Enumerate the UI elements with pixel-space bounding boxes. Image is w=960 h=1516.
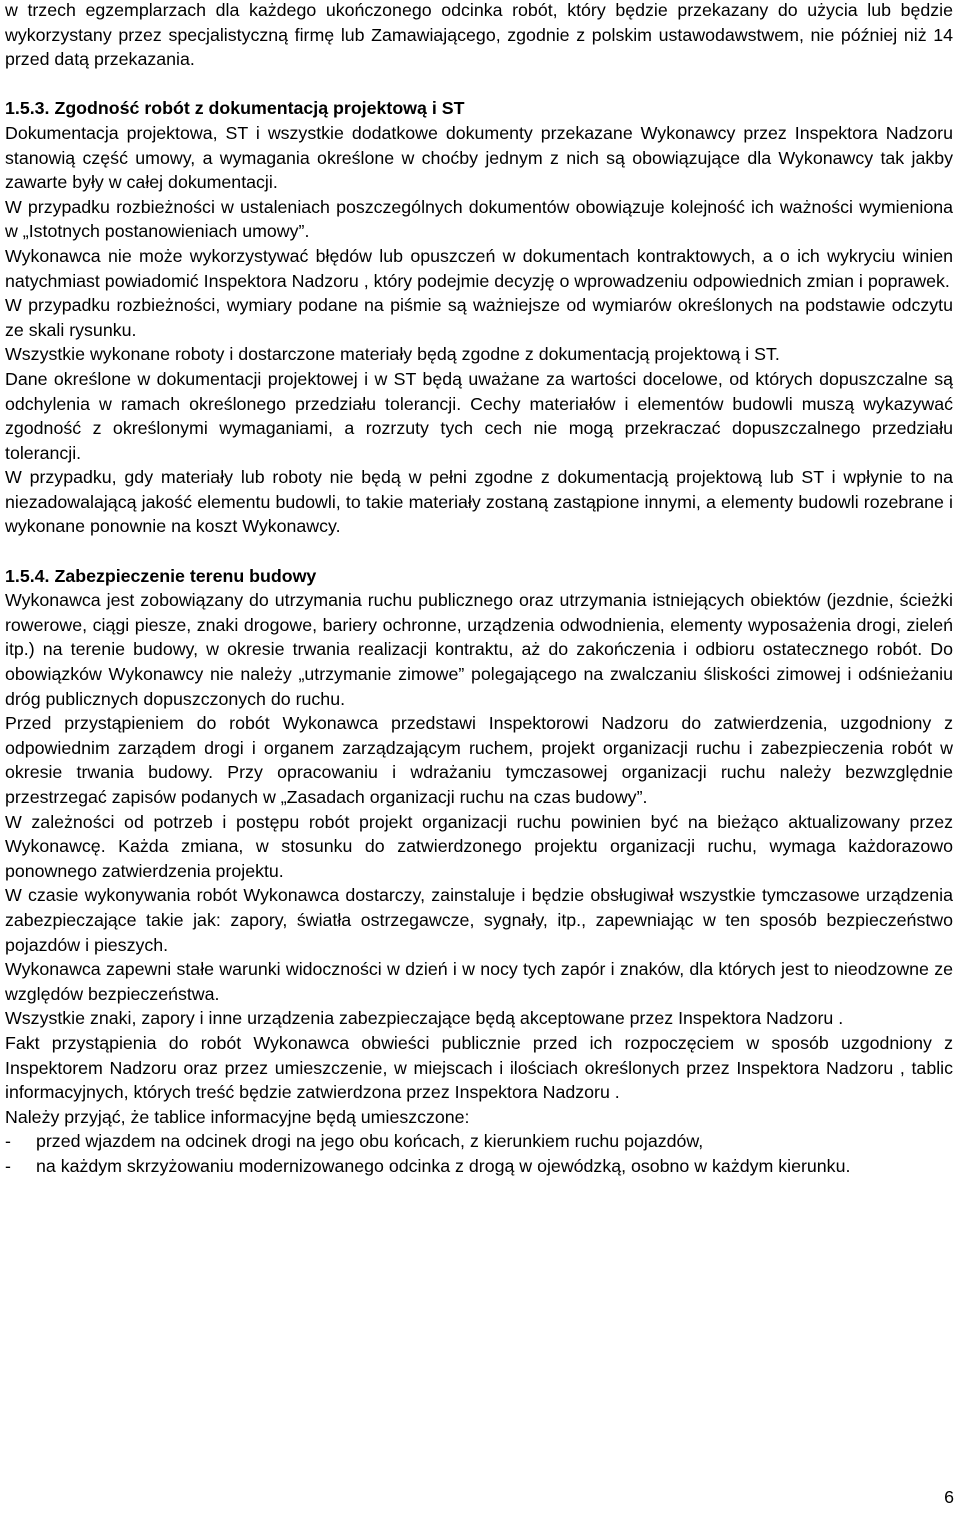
section-number: 1.5.3. (5, 98, 50, 119)
paragraph: Dane określone w dokumentacji projektowej i w ST będą uważane za wartości docelowe, od których dopuszczalne są odchylenia w ramach określonego przedziału tolerancji. Cechy materiałów i elementów budowli muszą wykazywać zgodność z określonymi wymaganiami, a rozrzuty tych cech nie mogą przekraczać dopuszczalnego przedziału tolerancji. (5, 368, 953, 463)
paragraph: Należy przyjąć, że tablice informacyjne będą umieszczone: (5, 1106, 470, 1127)
spacer (5, 72, 953, 97)
intro-paragraph: w trzech egzemplarzach dla każdego ukończonego odcinka robót, który będzie przekazany do użycia lub będzie wykorzystany przez specjalistyczną firmę lub Zamawiającego, zgodnie z polskim ustawodawstwem, nie później niż 14 przed datą przekazania. (5, 0, 953, 70)
list-item-text: przed wjazdem na odcinek drogi na jego obu końcach, z kierunkiem ruchu pojazdów, (36, 1131, 704, 1152)
section-title: Zgodność robót z dokumentacją projektową i ST (54, 98, 465, 119)
section-title: Zabezpieczenie terenu budowy (54, 565, 317, 586)
list-item (5, 1129, 953, 1154)
paragraph: Wykonawca zapewni stałe warunki widoczności w dzień i w nocy tych zapór i znaków, dla których jest to nieodzowne ze względów bezpieczeństwa. (5, 959, 953, 1004)
paragraph: Wszystkie znaki, zapory i inne urządzenia zabezpieczające będą akceptowane przez Inspektora Nadzoru . (5, 1008, 844, 1029)
paragraph: Przed przystąpieniem do robót Wykonawca przedstawi Inspektorowi Nadzoru do zatwierdzenia, uzgodniony z odpowiednim zarządem drogi i organem zarządzającym ruchem, projekt organizacji ruchu i zabezpieczenia robót w okresie trwania budowy. Przy opracowaniu i wdrażaniu tymczasowej organizacji ruchu należy bezwzględnie przestrzegać zapisów podanych w „Zasadach organizacji ruchu na czas budowy”. (5, 713, 953, 807)
list-marker: - (5, 1131, 11, 1152)
section-heading-1-5-4 (5, 564, 953, 589)
section-number: 1.5.4. (5, 565, 50, 586)
page-number: 6 (944, 1487, 954, 1507)
list-item (5, 1154, 953, 1179)
section-heading-1-5-3 (5, 96, 953, 121)
paragraph: W zależności od potrzeb i postępu robót projekt organizacji ruchu powinien być na bieżąco aktualizowany przez Wykonawcę. Każda zmiana, w stosunku do zatwierdzonego projektu organizacji ruchu, wymaga każdorazowo ponownego zatwierdzenia projektu. (5, 811, 953, 881)
paragraph: Wykonawca jest zobowiązany do utrzymania ruchu publicznego oraz utrzymania istniejących obiektów (jezdnie, ścieżki rowerowe, ciągi piesze, znaki drogowe, bariery ochronne, urządzenia odwodnienia, elementy wyposażenia drogi, zieleń itp.) na terenie budowy, w okresie trwania realizacji kontraktu, aż do zakończenia i odbioru ostatecznego robót. Do obowiązków Wykonawcy nie należy „utrzymanie zimowe” polegającego na zwalczaniu śliskości zimowej i odśnieżaniu dróg publicznych dopuszczonych do ruchu. (5, 590, 953, 709)
spacer (5, 539, 953, 564)
paragraph: W czasie wykonywania robót Wykonawca dostarczy, zainstaluje i będzie obsługiwał wszystkie tymczasowe urządzenia zabezpieczające takie jak: zapory, światła ostrzegawcze, sygnały, itp., zapewniając w ten sposób bezpieczeństwo pojazdów i pieszych. (5, 885, 953, 955)
paragraph: Dokumentacja projektowa, ST i wszystkie dodatkowe dokumenty przekazane Wykonawcy przez Inspektora Nadzoru stanowią część umowy, a wymagania określone w choćby jednym z nich są obowiązujące dla Wykonawcy tak jakby zawarte były w całej dokumentacji. (5, 122, 953, 193)
paragraph: Wykonawca nie może wykorzystywać błędów lub opuszczeń w dokumentach kontraktowych, a o ich wykryciu winien natychmiast powiadomić Inspektora Nadzoru , który podejmie decyzję o wprowadzeniu odpowiednich zmian i poprawek. (5, 245, 953, 291)
document-page (5, 0, 953, 1179)
paragraph: W przypadku rozbieżności, wymiary podane na piśmie są ważniejsze od wymiarów określonych na podstawie odczytu ze skali rysunku. (5, 295, 953, 340)
paragraph: Fakt przystąpienia do robót Wykonawca obwieści publicznie przed ich rozpoczęciem w sposób uzgodniony z Inspektorem Nadzoru oraz przez umieszczenie, w miejscach i ilościach określonych przez Inspektora Nadzoru , tablic informacyjnych, których treść będzie zatwierdzona przez Inspektora Nadzoru . (5, 1032, 953, 1103)
list-marker: - (5, 1155, 11, 1176)
paragraph: W przypadku, gdy materiały lub roboty nie będą w pełni zgodne z dokumentacją projektową lub ST i wpłynie to na niezadowalającą jakość elementu budowli, to takie materiały zostaną zastąpione innymi, a elementy budowli rozebrane i wykonane ponownie na koszt Wykonawcy. (5, 467, 953, 537)
list-item-text: na każdym skrzyżowaniu modernizowanego odcinka z drogą w ojewódzką, osobno w każdym kierunku. (36, 1155, 851, 1176)
paragraph: W przypadku rozbieżności w ustaleniach poszczególnych dokumentów obowiązuje kolejność ich ważności wymieniona w „Istotnych postanowieniach umowy”. (5, 196, 953, 242)
paragraph: Wszystkie wykonane roboty i dostarczone materiały będą zgodne z dokumentacją projektową i ST. (5, 344, 780, 365)
